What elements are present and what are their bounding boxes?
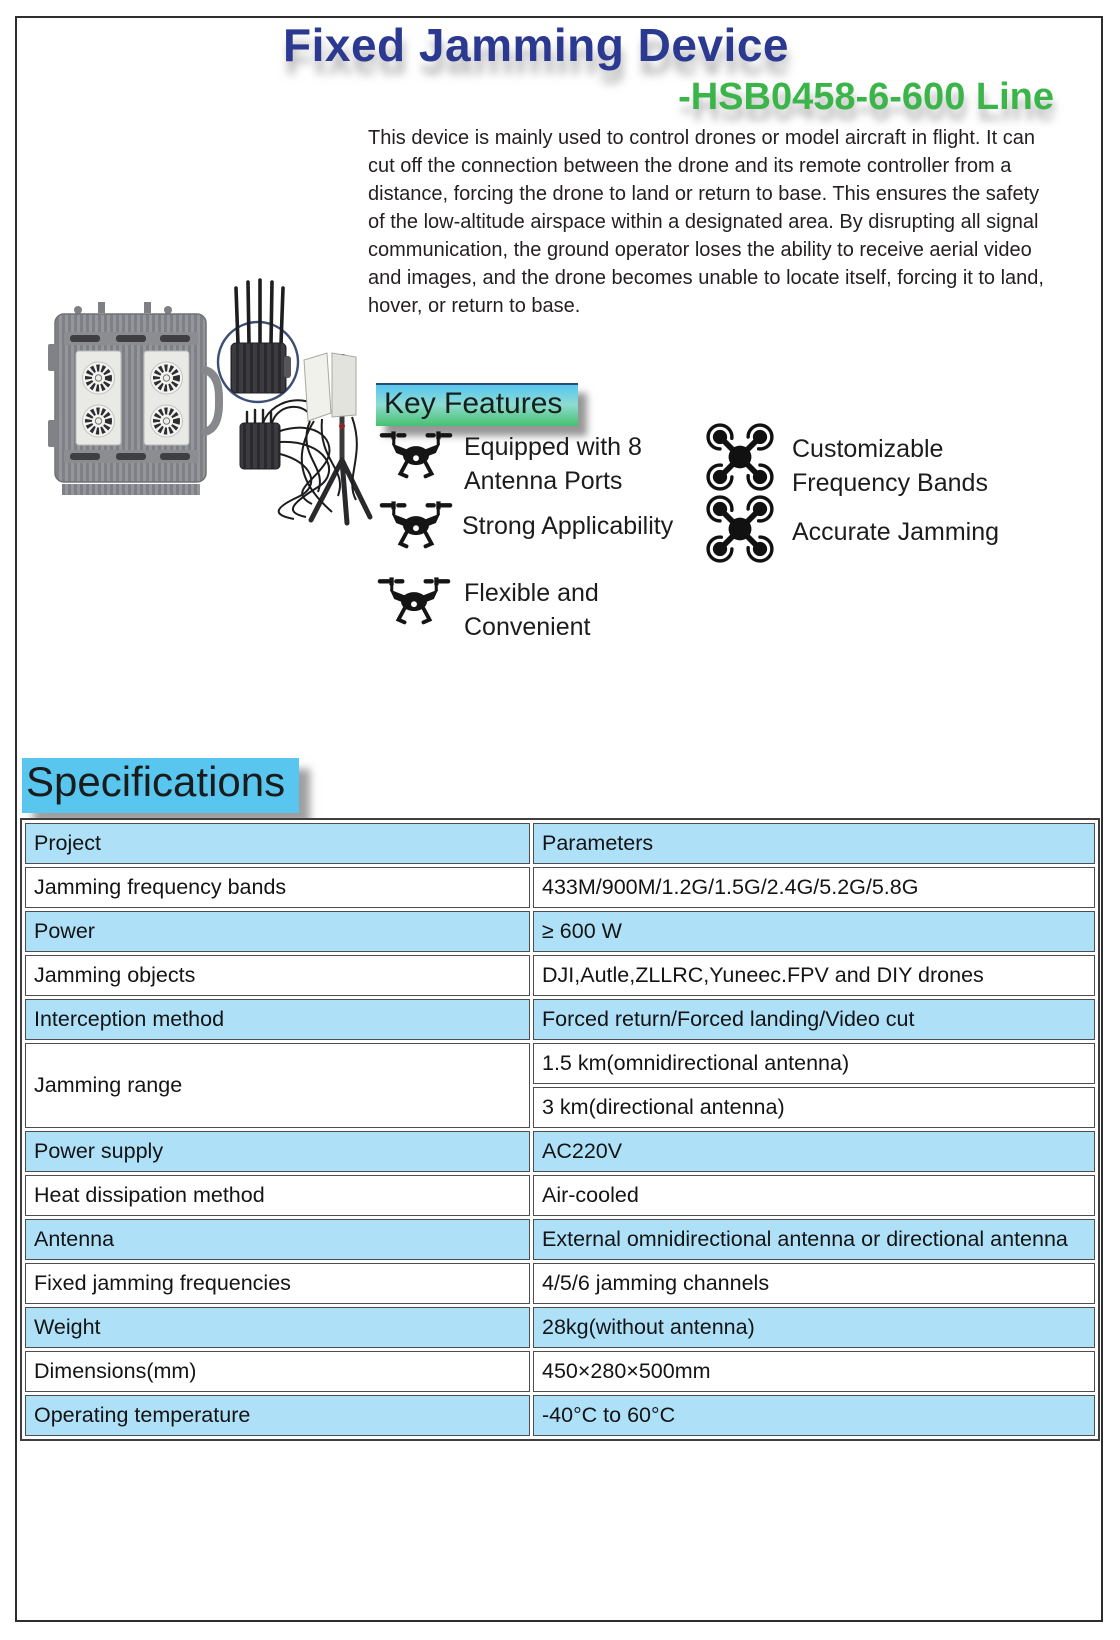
spec-header-row bbox=[25, 823, 1095, 864]
feature-item bbox=[700, 488, 1037, 575]
spec-project-cell: Power bbox=[25, 911, 530, 952]
spec-column-header: Project bbox=[25, 823, 530, 864]
key-features-heading: Key Features bbox=[376, 383, 578, 426]
specifications-heading: Specifications bbox=[22, 758, 299, 813]
spec-project-cell: Jamming objects bbox=[25, 955, 530, 996]
spec-column-header: Parameters bbox=[533, 823, 1095, 864]
spec-row bbox=[25, 911, 1095, 952]
spec-row bbox=[25, 1131, 1095, 1172]
drone-side-icon bbox=[378, 496, 454, 555]
spec-row bbox=[25, 1175, 1095, 1216]
tripod-antennas bbox=[302, 353, 370, 523]
spec-parameter-cell: External omnidirectional antenna or directional antenna bbox=[533, 1219, 1095, 1260]
spec-parameter-cell: 450×280×500mm bbox=[533, 1351, 1095, 1392]
spec-parameter-cell: AC220V bbox=[533, 1131, 1095, 1172]
jammer-devices-illustration bbox=[26, 226, 374, 526]
product-description: This device is mainly used to control drones or model aircraft in flight. It can cut off the connection between the drone and its remote controller from a distance, forcing the drone to land or return to base. This ensures the safety of the low-altitude airspace within a designated area. By disrupting all signal communication, the ground operator loses the ability to receive aerial video and images, and the drone becomes unable to locate itself, forcing it to land, hover, or return to base. bbox=[368, 127, 1044, 317]
drone-side-icon bbox=[376, 572, 452, 631]
feature-item bbox=[378, 496, 722, 555]
feature-item bbox=[378, 426, 679, 498]
spec-row bbox=[25, 999, 1095, 1040]
feature-item bbox=[376, 572, 624, 644]
spec-project-cell: Weight bbox=[25, 1307, 530, 1348]
spec-parameter-cell: 1.5 km(omnidirectional antenna) bbox=[533, 1043, 1095, 1084]
spec-parameter-cell: Air-cooled bbox=[533, 1175, 1095, 1216]
spec-row bbox=[25, 1395, 1095, 1436]
product-photo bbox=[26, 226, 374, 526]
spec-project-cell: Dimensions(mm) bbox=[25, 1351, 530, 1392]
drone-top-icon bbox=[700, 488, 780, 575]
spec-row bbox=[25, 1351, 1095, 1392]
spec-parameter-cell: ≥ 600 W bbox=[533, 911, 1095, 952]
spec-project-cell: Jamming frequency bands bbox=[25, 867, 530, 908]
feature-label: Customizable Frequency Bands bbox=[792, 435, 988, 497]
spec-project-cell: Heat dissipation method bbox=[25, 1175, 530, 1216]
spec-project-cell: Jamming range bbox=[25, 1043, 530, 1128]
feature-label: Equipped with 8 Antenna Ports bbox=[464, 433, 642, 495]
drone-side-icon bbox=[378, 426, 454, 485]
spec-row bbox=[25, 1263, 1095, 1304]
model-subtitle: -HSB0458-6-600 Line bbox=[678, 76, 1054, 118]
feature-label: Strong Applicability bbox=[462, 511, 674, 540]
feature-label: Flexible and Convenient bbox=[464, 579, 599, 641]
spec-parameter-cell: DJI,Autle,ZLLRC,Yuneec.FPV and DIY drones bbox=[533, 955, 1095, 996]
spec-row bbox=[25, 1043, 1095, 1084]
portable-jammer-unit bbox=[218, 280, 298, 402]
spec-row bbox=[25, 1219, 1095, 1260]
page-title: Fixed Jamming Device bbox=[283, 19, 789, 71]
spec-project-cell: Power supply bbox=[25, 1131, 530, 1172]
spec-parameter-cell: 433M/900M/1.2G/1.5G/2.4G/5.2G/5.8G bbox=[533, 867, 1095, 908]
spec-project-cell: Interception method bbox=[25, 999, 530, 1040]
spec-parameter-cell: 28kg(without antenna) bbox=[533, 1307, 1095, 1348]
spec-row bbox=[25, 955, 1095, 996]
spec-parameter-cell: 4/5/6 jamming channels bbox=[533, 1263, 1095, 1304]
spec-project-cell: Antenna bbox=[25, 1219, 530, 1260]
specifications-table bbox=[20, 818, 1100, 1441]
spec-project-cell: Operating temperature bbox=[25, 1395, 530, 1436]
spec-row bbox=[25, 1307, 1095, 1348]
feature-label: Accurate Jamming bbox=[792, 517, 1000, 546]
spec-row bbox=[25, 867, 1095, 908]
spec-parameter-cell: -40°C to 60°C bbox=[533, 1395, 1095, 1436]
spec-parameter-cell: Forced return/Forced landing/Video cut bbox=[533, 999, 1095, 1040]
main-jammer-unit bbox=[48, 302, 219, 495]
spec-project-cell: Fixed jamming frequencies bbox=[25, 1263, 530, 1304]
spec-parameter-cell: 3 km(directional antenna) bbox=[533, 1087, 1095, 1128]
